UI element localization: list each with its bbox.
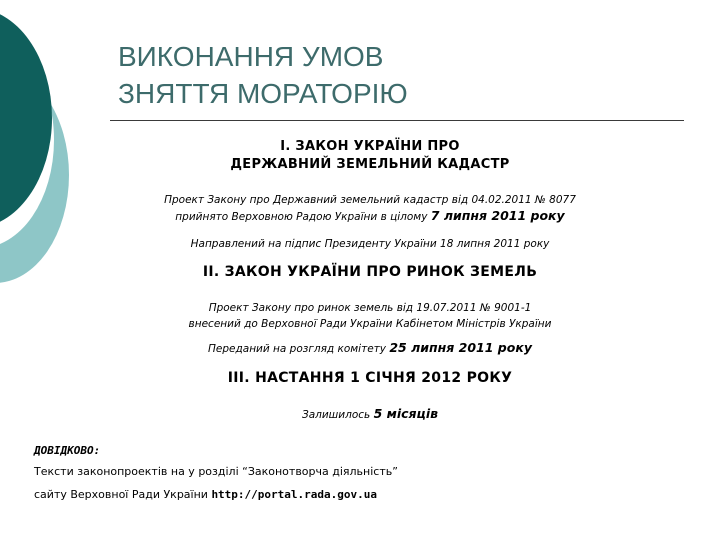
section-2-heading-block <box>160 264 580 280</box>
page-title <box>118 38 408 112</box>
section-2-committee-note <box>160 340 580 357</box>
portal-link[interactable]: http://portal.rada.gov.ua <box>211 488 378 501</box>
section-1-adoption-date: 7 липня 2011 року <box>430 208 565 223</box>
note-line-2-prefix: сайту Верховної Ради України <box>34 488 212 501</box>
section-2-text <box>160 300 580 332</box>
note-line-2 <box>34 488 377 501</box>
title-line-2: ЗНЯТТЯ МОРАТОРІЮ <box>118 78 408 109</box>
section-1-text <box>160 192 580 225</box>
section-2-committee-date: 25 липня 2011 року <box>389 340 532 355</box>
note-line-1: Тексти законопроектів на у розділі “Законотворча діяльність” <box>34 465 398 478</box>
title-divider <box>110 120 684 121</box>
section-1-text-line-2 <box>160 208 580 225</box>
section-3-heading-block <box>160 370 580 386</box>
section-2-heading: II. ЗАКОН УКРАЇНИ ПРО РИНОК ЗЕМЕЛЬ <box>202 264 538 280</box>
section-1-text-line-3: Направлений на підпис Президенту України 18 липня 2011 року <box>190 238 550 250</box>
section-3-text <box>160 406 580 423</box>
section-1-sign-note <box>160 236 580 252</box>
section-3-heading: III. НАСТАННЯ 1 СІЧНЯ 2012 РОКУ <box>227 370 513 386</box>
decorative-circles <box>0 0 80 300</box>
section-1-heading <box>160 138 580 174</box>
section-2-text-line-3-prefix: Переданий на розгляд комітету <box>208 343 390 355</box>
title-line-1: ВИКОНАННЯ УМОВ <box>118 41 384 72</box>
section-3-remaining-prefix: Залишилось <box>301 409 374 421</box>
section-1-heading-line-1: I. ЗАКОН УКРАЇНИ ПРО <box>280 139 460 154</box>
section-1-text-line-1: Проект Закону про Державний земельний кадастр від 04.02.2011 № 8077 <box>164 194 576 206</box>
section-3-remaining-months: 5 місяців <box>373 406 439 421</box>
section-3-remaining <box>160 406 580 423</box>
section-1-text-line-2-prefix: прийнято Верховною Радою України в цілому <box>175 211 431 223</box>
section-2-text-line-3 <box>160 340 580 357</box>
section-2-text-line-1: Проект Закону про ринок земель від 19.07.2011 № 9001-1 <box>208 302 532 314</box>
section-2-text-line-2: внесений до Верховної Ради України Кабінетом Міністрів України <box>188 318 552 330</box>
note-label: ДОВІДКОВО: <box>34 444 101 457</box>
section-1-heading-line-2: ДЕРЖАВНИЙ ЗЕМЕЛЬНИЙ КАДАСТР <box>230 157 510 172</box>
